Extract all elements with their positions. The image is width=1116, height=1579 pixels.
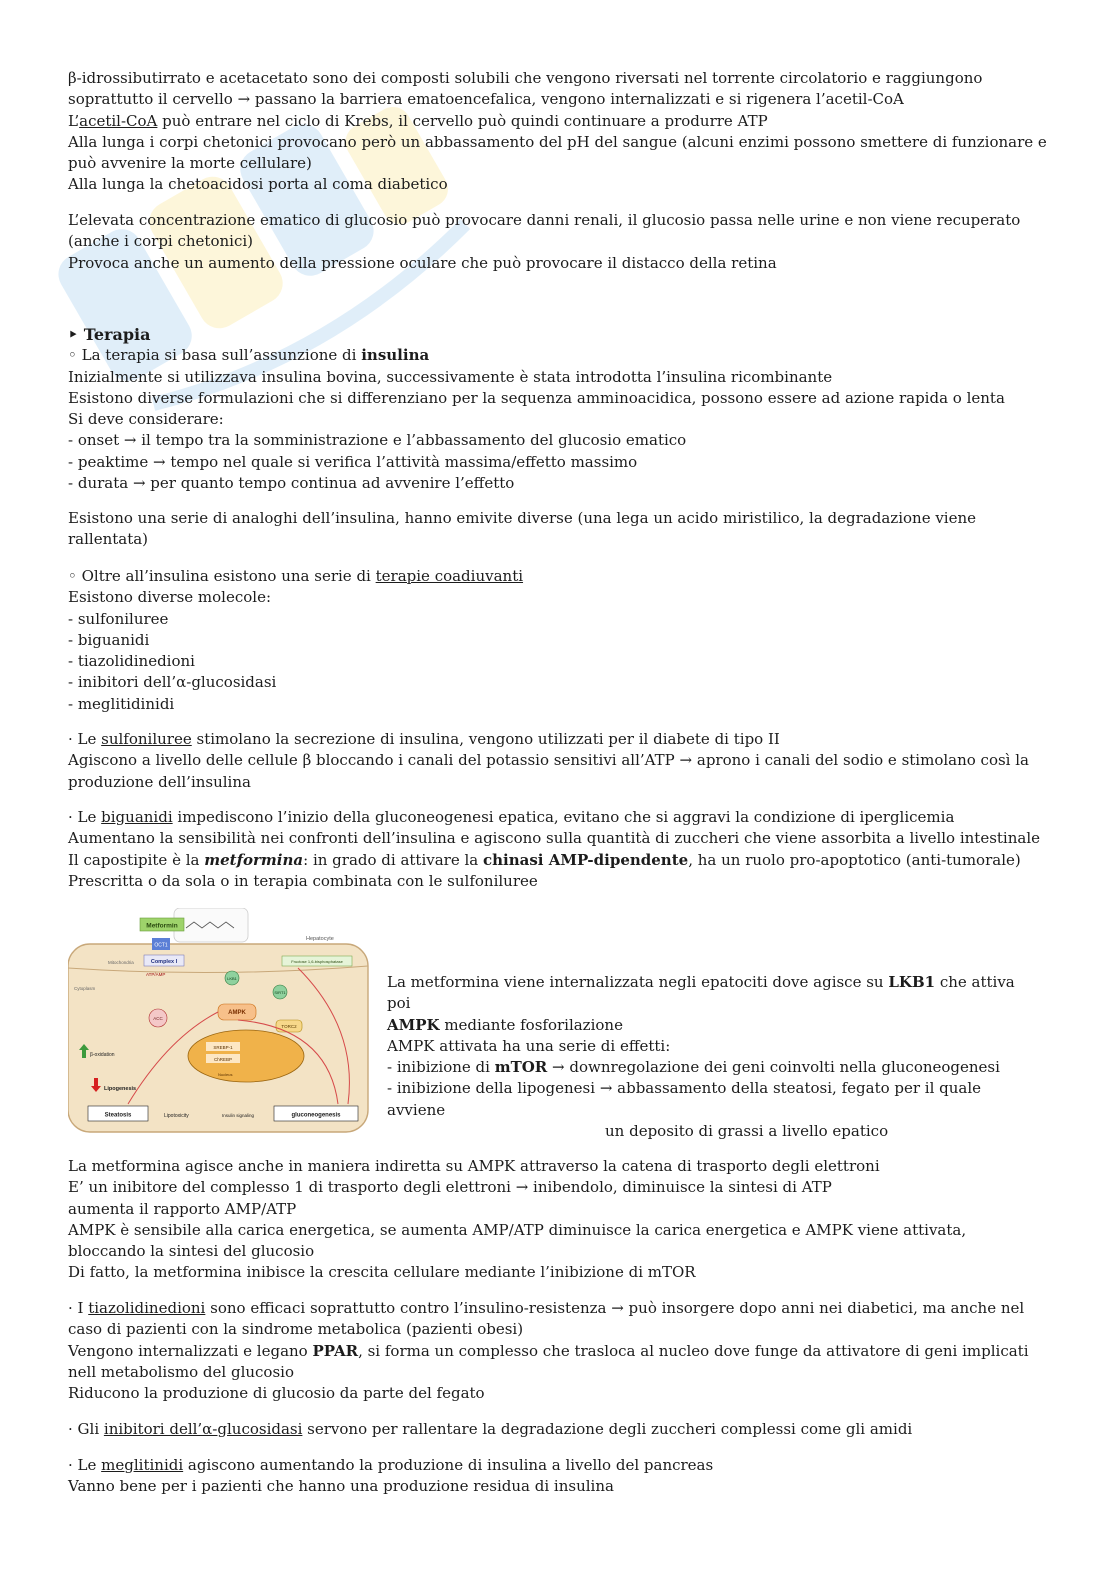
terapia-section (68, 324, 1048, 494)
acetil-coa-term: acetil-CoA (79, 111, 158, 130)
steatosis-label: Steatosis (104, 1112, 132, 1119)
biguanidi-line-4: Prescritta o da sola o in terapia combinata con le sulfoniluree (68, 871, 538, 890)
mitochondria-label: Mitochondria (108, 960, 134, 965)
lipotoxicity-label: Lipotoxicity (164, 1113, 189, 1119)
lkb1-label: LKB1 (227, 976, 237, 981)
meglitinidi-term: meglitinidi (101, 1456, 184, 1474)
analoghi-paragraph: Esistono una serie di analoghi dell’insulina, hanno emivite diverse (una lega un acido miristilico, la degradazione viene rallentata) (68, 509, 977, 549)
amp-line-1: La metformina agisce anche in maniera indiretta su AMPK attraverso la catena di trasporto degli elettroni (68, 1157, 880, 1175)
text-span: ◦ La terapia si basa sull’assunzione di (68, 346, 362, 365)
text-span: · Le (68, 730, 102, 748)
intro-paragraph-3: Alla lunga i corpi chetonici provocano però un abbassamento del pH del sangue (alcuni enzimi possono smettere di funzionare e può avvenire la morte cellulare) (68, 132, 1047, 173)
text-span: mediante fosforilazione (439, 1015, 623, 1034)
terapia-line-3: Esistono diverse formulazioni che si differenziano per la sequenza amminoacidica, possono essere ad azione rapida o lenta (68, 388, 1005, 407)
cytoplasm-label: Cytoplasm (74, 986, 96, 991)
ampk-label: AMPK (228, 1010, 246, 1016)
sirt1-label: SIRT1 (274, 990, 286, 995)
text-span: stimolano la secrezione di insulina, vengono utilizzati per il diabete di tipo II (191, 730, 780, 748)
sulfoniluree-line-2: Agiscono a livello delle cellule β bloccando i canali del potassio sensitivi all’ATP → aprono i canali del sodio e stimolano così la produzione dell’insulina (68, 751, 1029, 791)
text-span: agiscono aumentando la produzione di insulina a livello del pancreas (183, 1456, 714, 1474)
gluconeogenesis-label: gluconeogenesis (291, 1112, 341, 1119)
metformin-pathway-figure (68, 908, 370, 1134)
tiaz-line-1 (68, 1298, 1048, 1341)
metformina-figure-text (387, 972, 1037, 1142)
amp-line-2: E’ un inibitore del complesso 1 di trasporto degli elettroni → inibendolo, diminuisce la sintesi di ATP (68, 1178, 832, 1197)
amp-section (68, 1156, 1048, 1284)
ampk-term: AMPK (387, 1015, 440, 1034)
fbp-label: Fructose 1,6-bisphosphatase (291, 959, 343, 964)
beta-oxidation-label: β-oxidation (90, 1052, 115, 1058)
text-span: · Le (68, 808, 102, 826)
terapia-line-2: Inizialmente si utilizzava insulina bovina, successivamente è stata introdotta l’insulina ricombinante (68, 367, 833, 386)
list-item: - meglitidinidi (68, 694, 175, 713)
text-span: servono per rallentare la degradazione degli zuccheri complessi come gli amidi (302, 1420, 913, 1438)
tiaz-line-3: Riducono la produzione di glucosio da parte del fegato (68, 1384, 485, 1403)
coadiuvanti-section (68, 566, 1048, 715)
nucleus (188, 1030, 304, 1082)
text-span: che attiva poi (387, 973, 1015, 1013)
list-item: - tiazolidinedioni (68, 652, 195, 671)
complex-label: Complex I (150, 959, 178, 965)
text-span: · I (68, 1299, 89, 1317)
text-span: - inibizione di (387, 1058, 495, 1077)
lkb1-term: LKB1 (888, 973, 936, 991)
text-span: impediscono l’inizio della gluconeogenesi epatica, evitano che si aggravi la condizione di iperglicemia (172, 808, 955, 826)
terapie-coadiuvanti-term: terapie coadiuvanti (375, 567, 524, 585)
metformina-line-6: un deposito di grassi a livello epatico (605, 1122, 889, 1141)
chinasi-term: chinasi AMP-dipendente (483, 850, 689, 869)
metformina-line-3: AMPK attivata ha una serie di effetti: (387, 1036, 671, 1055)
oct1-label: OCT1 (154, 942, 168, 949)
tiazolidinedioni-term: tiazolidinedioni (88, 1299, 206, 1317)
tiaz-line-2 (68, 1341, 1048, 1384)
meglitinidi-section (68, 1455, 1048, 1498)
intro-section (68, 68, 1048, 196)
intro-paragraph-1: β-idrossibutirrato e acetacetato sono dei composti solubili che vengono riversati nel torrente circolatorio e raggiungono soprattutto il cervello → passano la barriera ematoencefalica, vengono internalizzati e si rigenera l’acetil-CoA (68, 69, 983, 109)
metformina-term: metformina (204, 850, 304, 869)
text-span: L’ (68, 111, 80, 130)
sulfoniluree-term: sulfoniluree (101, 730, 192, 748)
ppar-term: PPAR (312, 1341, 359, 1360)
metformina-line-5: - inibizione della lipogenesi → abbassamento della steatosi, fegato per il quale avviene (387, 1079, 982, 1119)
metformin-label: Metformin (146, 922, 178, 930)
terapia-line-5: - onset → il tempo tra la somministrazione e l’abbassamento del glucosio ematico (68, 431, 687, 450)
metformina-line-1 (387, 972, 1037, 1015)
mtor-term: mTOR (494, 1058, 548, 1077)
atp-amp-label: ATP/AMP (146, 972, 166, 977)
renal-section (68, 210, 1048, 274)
terapia-line-7: - durata → per quanto tempo continua ad avvenire l’effetto (68, 474, 515, 493)
chrebp-label: ChREBP (213, 1057, 233, 1062)
biguanidi-section (68, 807, 1048, 892)
text-span: Vengono internalizzati e legano (68, 1341, 313, 1360)
biguanidi-term: biguanidi (101, 808, 173, 826)
meglitinidi-line-1 (68, 1455, 1048, 1476)
insulina-term: insulina (361, 346, 430, 365)
metformina-line-2 (387, 1015, 1037, 1036)
acc-label: ACC (153, 1016, 163, 1021)
text-span: La metformina viene internalizzata negli epatociti dove agisce su (387, 973, 889, 991)
amp-line-5: Di fatto, la metformina inibisce la crescita cellulare mediante l’inibizione di mTOR (68, 1263, 696, 1282)
terapia-heading: ‣ Terapia (68, 325, 151, 344)
biguanidi-line-2: Aumentano la sensibilità nei confronti dell’insulina e agiscono sulla quantità di zuccheri che viene assorbita a livello intestinale (68, 829, 1041, 848)
text-span: , ha un ruolo pro-apoptotico (anti-tumorale) (688, 850, 1021, 869)
hepatocyte-label: Hepatocyte (306, 936, 334, 942)
inibitori-term: inibitori dell’α-glucosidasi (103, 1420, 303, 1438)
renal-paragraph: L’elevata concentrazione ematico di glucosio può provocare danni renali, il glucosio passa nelle urine e non viene recuperato (anche i corpi chetonici) (68, 211, 1021, 251)
amp-line-4: AMPK è sensibile alla carica energetica, se aumenta AMP/ATP diminuisce la carica energetica e AMPK viene attivata, bloccando la sintesi del glucosio (68, 1220, 967, 1261)
amp-line-3: aumenta il rapporto AMP/ATP (68, 1199, 297, 1218)
text-span: sono efficaci soprattutto contro l’insulino-resistenza → può insorgere dopo anni nei diabetici, ma anche nel caso di pazienti con la sindrome metabolica (pazienti obesi) (68, 1299, 1025, 1339)
inibitori-line (68, 1419, 1048, 1440)
ocular-paragraph: Provoca anche un aumento della pressione oculare che può provocare il distacco della retina (68, 253, 777, 272)
srebp-label: SREBP-1 (213, 1045, 233, 1050)
coadiuvanti-line-2: Esistono diverse molecole: (68, 588, 272, 607)
inibitori-section (68, 1419, 1048, 1440)
torc2-label: TORC2 (281, 1024, 297, 1029)
analoghi-section (68, 508, 1048, 551)
text-span: : in grado di attivare la (303, 850, 483, 869)
terapia-line-4: Si deve considerare: (68, 410, 224, 429)
terapia-line-6: - peaktime → tempo nel quale si verifica l’attività massima/effetto massimo (68, 452, 638, 471)
text-span: , si forma un complesso che trasloca al nucleo dove funge da attivatore di geni implicati nell metabolismo del glucosio (68, 1341, 1029, 1381)
text-span: Il capostipite è la (68, 850, 205, 869)
sulfoniluree-line-1 (68, 729, 1048, 750)
structure-box (174, 908, 248, 942)
tiazolidinedioni-section (68, 1298, 1048, 1404)
text-span: → downregolazione dei geni coinvolti nella gluconeogenesi (547, 1058, 1000, 1077)
biguanidi-line-3 (68, 850, 1048, 871)
intro-paragraph-4: Alla lunga la chetoacidosi porta al coma diabetico (68, 175, 448, 194)
terapia-line-1 (68, 345, 1048, 366)
metformina-line-4 (387, 1057, 1037, 1078)
lipogenesis-label: Lipogenesis (104, 1086, 137, 1092)
coadiuvanti-line-1 (68, 566, 1048, 587)
biguanidi-line-1 (68, 807, 1048, 828)
text-span: · Le (68, 1456, 102, 1474)
insulin-signaling-label: Insulin signaling (222, 1113, 255, 1118)
nucleus-label: Nucleus (218, 1072, 233, 1077)
sulfoniluree-section (68, 729, 1048, 793)
list-item: - inibitori dell’α-glucosidasi (68, 673, 277, 692)
text-span: · Gli (68, 1420, 104, 1438)
meglitinidi-line-2: Vanno bene per i pazienti che hanno una produzione residua di insulina (68, 1477, 614, 1496)
list-item: - sulfoniluree (68, 609, 169, 628)
text-span: può entrare nel ciclo di Krebs, il cervello può quindi continuare a produrre ATP (157, 111, 768, 130)
list-item: - biguanidi (68, 630, 150, 649)
text-span: ◦ Oltre all’insulina esistono una serie di (68, 567, 376, 585)
intro-paragraph-2 (68, 111, 1048, 132)
